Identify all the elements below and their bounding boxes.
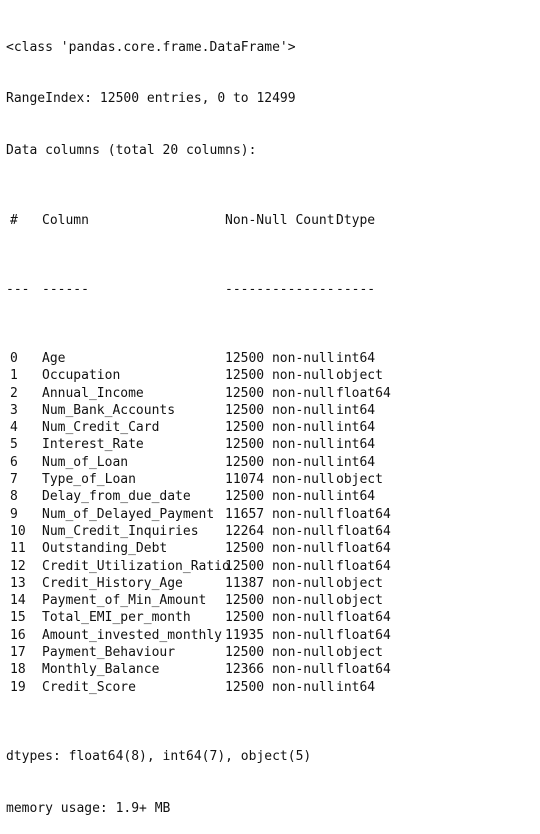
row-column-name: Type_of_Loan [42,472,136,488]
table-row [6,471,534,488]
row-nonnull-count: 12500 non-null [225,454,335,470]
row-index: 12 [10,558,26,574]
table-row [6,436,534,453]
row-column-name: Monthly_Balance [42,662,160,678]
row-dtype: float64 [336,541,391,557]
row-dtype: object [336,575,383,591]
row-nonnull-count: 12500 non-null [225,610,335,626]
row-index: 0 [10,350,18,366]
table-row [6,627,534,644]
row-index: 4 [10,420,18,436]
row-dtype: int64 [336,350,376,366]
row-nonnull-count: 12500 non-null [225,420,335,436]
row-index: 14 [10,593,26,609]
row-index: 8 [10,489,18,505]
row-index: 3 [10,402,18,418]
row-column-name: Total_EMI_per_month [42,610,191,626]
table-row [6,592,534,609]
row-column-name: Num_Credit_Card [42,420,160,436]
row-nonnull-count: 12500 non-null [225,644,335,660]
row-index: 6 [10,454,18,470]
row-column-name: Payment_of_Min_Amount [42,593,207,609]
row-column-name: Outstanding_Debt [42,541,168,557]
row-index: 7 [10,472,18,488]
table-header-row [6,212,534,229]
row-dtype: int64 [336,454,376,470]
row-column-name: Occupation [42,368,121,384]
class-line: <class 'pandas.core.frame.DataFrame'> [6,39,296,55]
row-index: 15 [10,610,26,626]
row-dtype: float64 [336,610,391,626]
memory-usage-line: memory usage: 1.9+ MB [6,800,171,816]
row-index: 11 [10,541,26,557]
row-dtype: int64 [336,489,376,505]
row-column-name: Payment_Behaviour [42,644,176,660]
table-row [6,575,534,592]
row-nonnull-count: 12500 non-null [225,679,335,695]
row-dtype: float64 [336,627,391,643]
row-nonnull-count: 12500 non-null [225,437,335,453]
dataframe-info-output [6,4,534,834]
table-row [6,454,534,471]
row-nonnull-count: 12500 non-null [225,350,335,366]
row-index: 9 [10,506,18,522]
row-index: 19 [10,679,26,695]
separator-nonnull: -------------- [225,281,335,297]
row-index: 10 [10,523,26,539]
row-column-name: Age [42,350,66,366]
row-column-name: Credit_Score [42,679,136,695]
table-row [6,350,534,367]
row-column-name: Interest_Rate [42,437,144,453]
row-nonnull-count: 12500 non-null [225,402,335,418]
dtypes-line: dtypes: float64(8), int64(7), object(5) [6,748,312,764]
table-row [6,540,534,557]
row-dtype: int64 [336,679,376,695]
row-column-name: Annual_Income [42,385,144,401]
row-nonnull-count: 12366 non-null [225,662,335,678]
row-index: 5 [10,437,18,453]
row-column-name: Delay_from_due_date [42,489,191,505]
table-row [6,402,534,419]
table-body [6,350,534,696]
table-row [6,679,534,696]
row-nonnull-count: 12500 non-null [225,489,335,505]
header-idx: # [10,212,18,228]
row-nonnull-count: 12500 non-null [225,368,335,384]
table-row [6,385,534,402]
table-row [6,644,534,661]
row-dtype: object [336,593,383,609]
row-column-name: Num_of_Delayed_Payment [42,506,215,522]
row-nonnull-count: 12264 non-null [225,523,335,539]
separator-column: ------ [42,281,89,297]
row-nonnull-count: 12500 non-null [225,385,335,401]
data-columns-line: Data columns (total 20 columns): [6,143,257,159]
row-dtype: float64 [336,506,391,522]
row-index: 18 [10,662,26,678]
table-row [6,523,534,540]
row-index: 1 [10,368,18,384]
table-row [6,506,534,523]
row-dtype: object [336,472,383,488]
row-column-name: Num_Bank_Accounts [42,402,176,418]
row-column-name: Num_of_Loan [42,454,129,470]
separator-dtype: ----- [336,281,376,297]
row-index: 17 [10,644,26,660]
row-column-name: Num_Credit_Inquiries [42,523,199,539]
row-dtype: object [336,644,383,660]
table-row [6,661,534,678]
row-dtype: int64 [336,437,376,453]
row-index: 16 [10,627,26,643]
header-nonnull: Non-Null Count [225,212,335,228]
row-dtype: float64 [336,662,391,678]
row-dtype: float64 [336,385,391,401]
row-nonnull-count: 11074 non-null [225,472,335,488]
table-row [6,367,534,384]
row-index: 13 [10,575,26,591]
row-dtype: object [336,368,383,384]
row-dtype: int64 [336,420,376,436]
row-nonnull-count: 11387 non-null [225,575,335,591]
header-column: Column [42,212,89,228]
row-column-name: Amount_invested_monthly [42,627,223,643]
row-column-name: Credit_History_Age [42,575,183,591]
row-index: 2 [10,385,18,401]
table-row [6,609,534,626]
range-index-line: RangeIndex: 12500 entries, 0 to 12499 [6,91,296,107]
row-nonnull-count: 12500 non-null [225,541,335,557]
row-nonnull-count: 11935 non-null [225,627,335,643]
table-row [6,558,534,575]
row-dtype: float64 [336,558,391,574]
separator-idx: --- [6,281,30,297]
row-nonnull-count: 12500 non-null [225,593,335,609]
row-column-name: Credit_Utilization_Ratio [42,558,230,574]
row-nonnull-count: 11657 non-null [225,506,335,522]
table-row [6,488,534,505]
row-dtype: int64 [336,402,376,418]
row-nonnull-count: 12500 non-null [225,558,335,574]
row-dtype: float64 [336,523,391,539]
table-row [6,419,534,436]
table-separator-row [6,281,534,298]
header-dtype: Dtype [336,212,376,228]
